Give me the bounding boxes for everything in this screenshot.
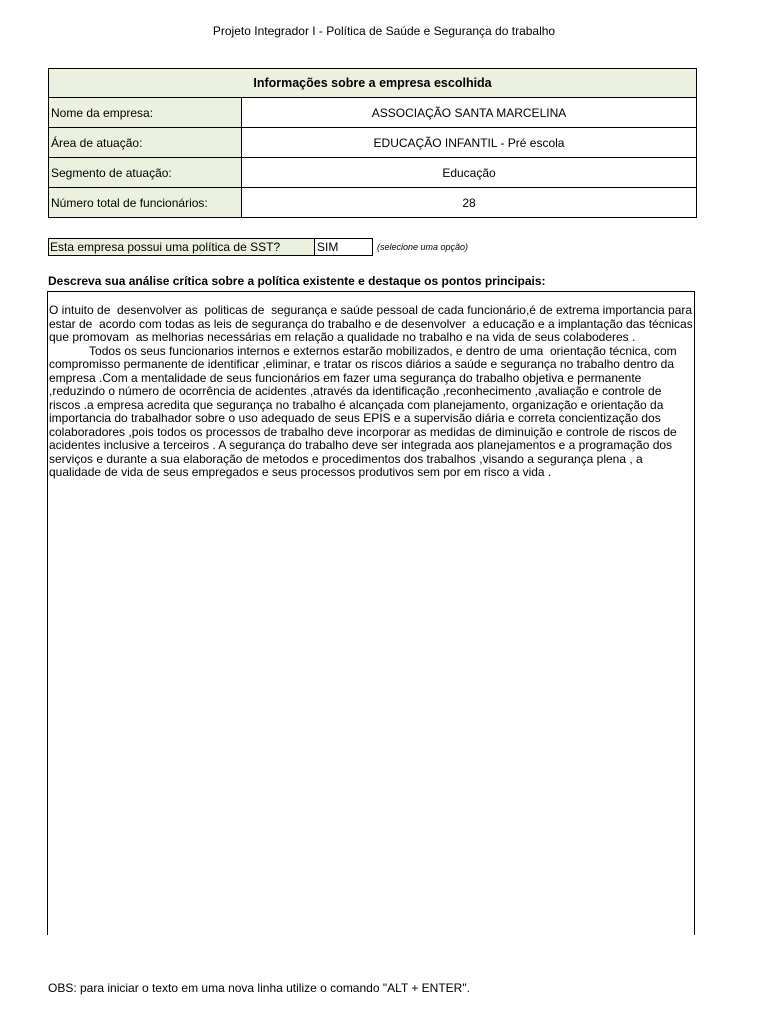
employee-count-label: Número total de funcionários: (49, 188, 242, 218)
analysis-text-field[interactable]: O intuito de desenvolver as politicas de segurança e saúde pessoal de cada funcionário,é de extrema importancia para estar de acordo com todas as leis de segurança do trabalho e de desenvolver a educação e a implantação das técnicas que promovam as melhorias necessárias em relação a qualidade no trabalho e na vida de seus colaboderes . Todos os seus funcionarios internos e externos estarão mobilizados, e dentro de uma orientação técnica, com compromisso permanente de identificar ,eliminar, e tratar os riscos diários a saúde e segurança no trabalho dentro da empresa .Com a mentalidade de seus funcionários em fazer uma segurança do trabalho objetiva e permanente ,reduzindo o número de ocorrência de acidentes ,através da identificação ,reconhecimento ,avaliação e controle de riscos .a empresa acredita que segurança no trabalho é alcançada com planejamento, organização e orientação da importancia do trabalhador sobre o uso adequado de seus EPIS e a supervisão diária e correta concientização dos colaboradores ,pois todos os processos de trabalho deve incorporar as medidas de diminuição e controle de riscos de acidentes inclusive a terceiros . A segurança do trabalho deve ser integrada aos planejamentos e a programação dos serviços e durante a sua elaboração de metodos e procedimentos dos trabalhos ,visando a segurança plena , a qualidade de vida de seus empregados e seus processos produtivos sem por em risco a vida . (47, 291, 695, 935)
company-info-heading-row (49, 69, 697, 98)
obs-note: OBS: para iniciar o texto em uma nova linha utilize o comando "ALT + ENTER". (48, 981, 470, 995)
company-info-heading: Informações sobre a empresa escolhida (49, 69, 697, 98)
segment-value[interactable]: Educação (242, 158, 697, 188)
sst-policy-row (48, 238, 468, 255)
employee-count-value[interactable]: 28 (242, 188, 697, 218)
company-name-value[interactable]: ASSOCIAÇÃO SANTA MARCELINA (242, 98, 697, 128)
page-title: Projeto Integrador I - Política de Saúde e Segurança do trabalho (212, 24, 556, 38)
sst-policy-hint: (selecione uma opção) (377, 241, 469, 252)
area-value[interactable]: EDUCAÇÃO INFANTIL - Pré escola (242, 128, 697, 158)
area-label: Área de atuação: (49, 128, 242, 158)
sst-policy-question: Esta empresa possui uma política de SST? (48, 238, 315, 256)
sst-policy-select[interactable]: SIM (315, 238, 373, 256)
table-row (49, 98, 697, 128)
table-row (49, 158, 697, 188)
company-name-label: Nome da empresa: (49, 98, 242, 128)
analysis-label: Descreva sua análise crítica sobre a política existente e destaque os pontos principais: (48, 274, 546, 288)
table-row (49, 128, 697, 158)
company-info-table (48, 68, 697, 218)
table-row (49, 188, 697, 218)
segment-label: Segmento de atuação: (49, 158, 242, 188)
